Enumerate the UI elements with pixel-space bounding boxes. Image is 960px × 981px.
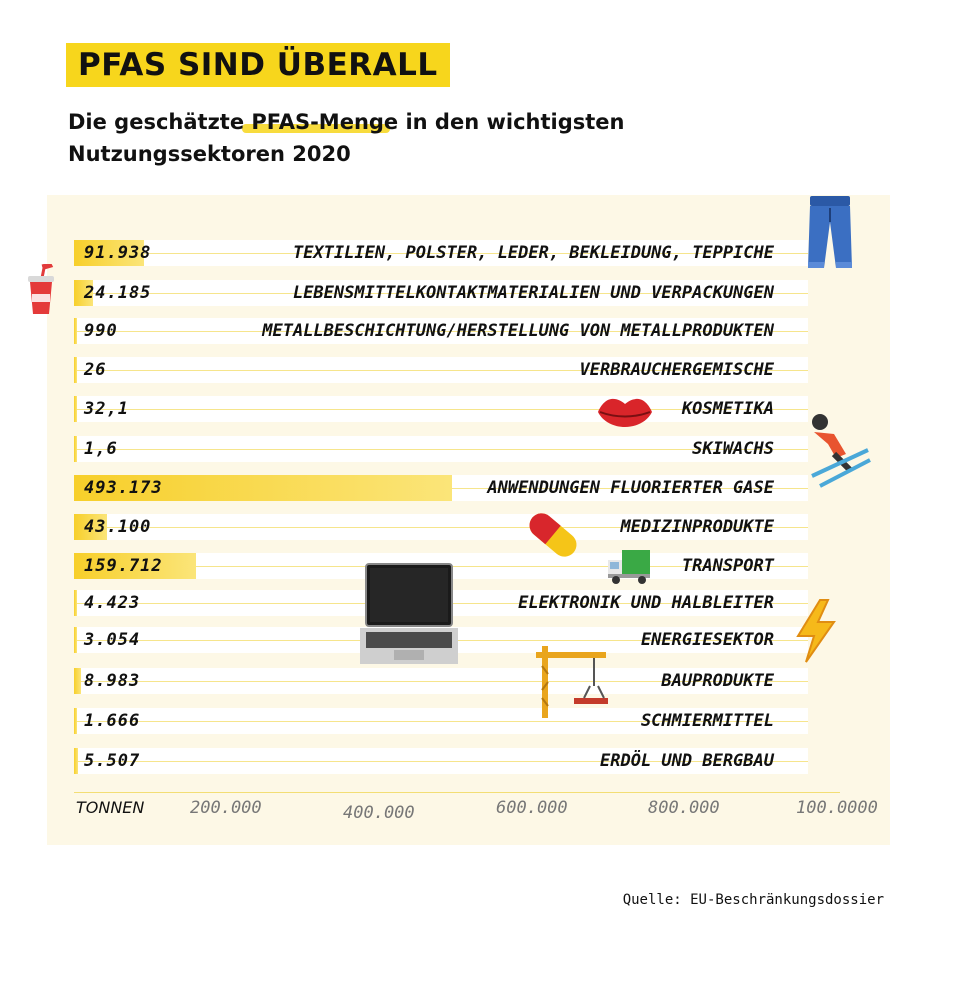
drink-cup-icon — [26, 264, 56, 316]
skier-icon — [806, 410, 872, 490]
value-label: 5.507 — [84, 751, 141, 771]
x-tick-label: 200.000 — [190, 798, 262, 818]
category-label: VERBRAUCHERGEMISCHE — [579, 360, 774, 380]
bar — [74, 396, 77, 422]
bar — [74, 627, 77, 653]
value-label: 91.938 — [84, 243, 152, 263]
value-label: 3.054 — [84, 630, 141, 650]
lips-icon — [596, 392, 654, 434]
bar — [74, 436, 77, 462]
crane-icon — [534, 642, 608, 720]
category-label: ERDÖL UND BERGBAU — [600, 751, 774, 771]
category-label: SCHMIERMITTEL — [640, 711, 774, 731]
value-label: 1.666 — [84, 711, 141, 731]
category-label: KOSMETIKA — [681, 399, 774, 419]
category-label: METALLBESCHICHTUNG/HERSTELLUNG VON METALLPRODUKTEN — [262, 321, 774, 341]
lightning-icon — [792, 598, 838, 664]
chart-subtitle: Die geschätzte PFAS-Menge in den wichtigsten Nutzungssektoren 2020 — [68, 110, 625, 166]
pill-icon — [522, 504, 584, 566]
bar — [74, 590, 77, 616]
x-tick-label: 400.000 — [343, 803, 415, 823]
value-label: 32,1 — [84, 399, 129, 419]
category-label: ANWENDUNGEN FLUORIERTER GASE — [487, 478, 774, 498]
value-label: 24.185 — [84, 283, 152, 303]
jeans-icon — [806, 196, 854, 272]
value-label: 43.100 — [84, 517, 152, 537]
bar — [74, 708, 77, 734]
category-label: LEBENSMITTELKONTAKTMATERIALIEN UND VERPACKUNGEN — [292, 283, 774, 303]
value-label: 26 — [84, 360, 107, 380]
x-axis-unit: TONNEN — [76, 798, 145, 817]
x-axis-line — [74, 792, 840, 793]
value-label: 4.423 — [84, 593, 141, 613]
bar — [74, 318, 77, 344]
value-label: 159.712 — [84, 556, 163, 576]
x-tick-label: 600.000 — [496, 798, 568, 818]
category-label: BAUPRODUKTE — [661, 671, 774, 691]
value-label: 493.173 — [84, 478, 163, 498]
category-label: TRANSPORT — [681, 556, 774, 576]
bar — [74, 668, 81, 694]
category-label: ENERGIESEKTOR — [640, 630, 774, 650]
chart-title: PFAS SIND ÜBERALL — [78, 47, 438, 83]
laptop-icon — [358, 562, 460, 668]
x-tick-label: 100.0000 — [796, 798, 878, 818]
value-label: 8.983 — [84, 671, 141, 691]
title-box — [66, 43, 450, 87]
category-label: SKIWACHS — [692, 439, 774, 459]
category-label: TEXTILIEN, POLSTER, LEDER, BEKLEIDUNG, TEPPICHE — [292, 243, 774, 263]
value-label: 1,6 — [84, 439, 118, 459]
value-label: 990 — [84, 321, 118, 341]
source-note: Quelle: EU-Beschränkungsdossier — [622, 892, 884, 908]
truck-icon — [606, 548, 652, 586]
bar — [74, 357, 77, 383]
x-tick-label: 800.000 — [648, 798, 720, 818]
category-label: ELEKTRONIK UND HALBLEITER — [518, 593, 774, 613]
category-label: MEDIZINPRODUKTE — [620, 517, 774, 537]
bar — [74, 748, 78, 774]
